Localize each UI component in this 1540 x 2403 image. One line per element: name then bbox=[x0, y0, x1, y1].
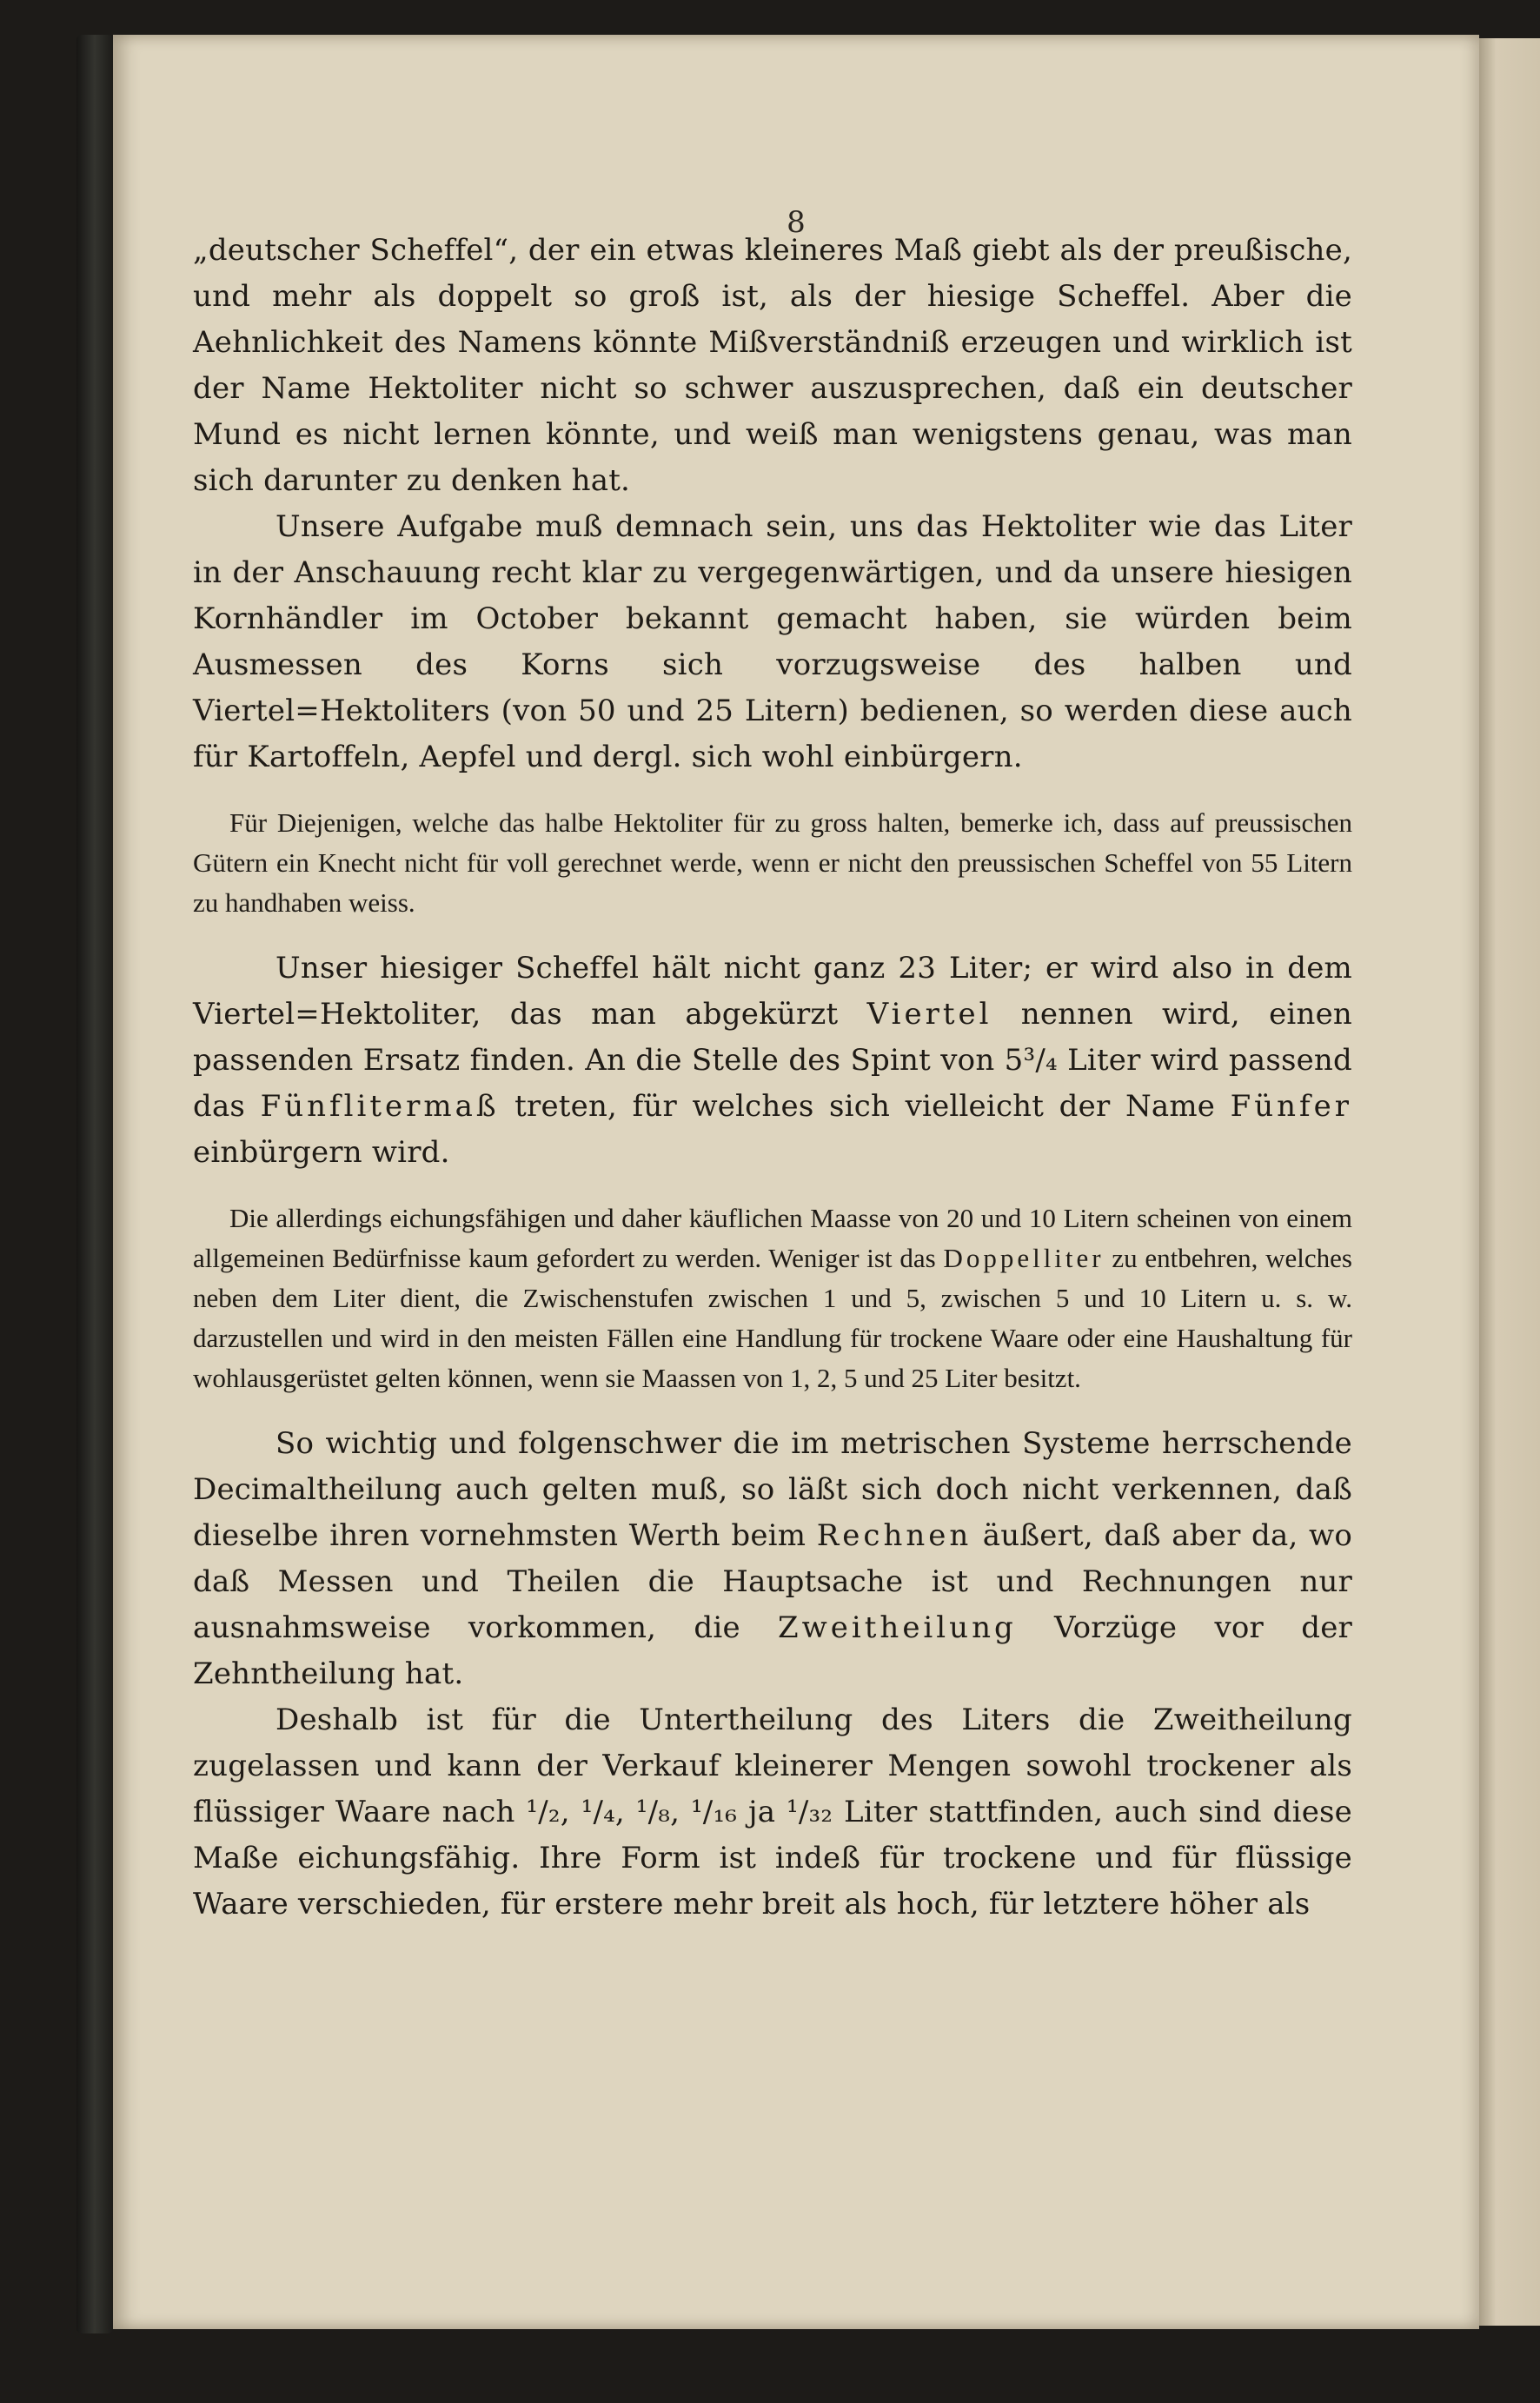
emphasis-rechnen: Rechnen bbox=[816, 1518, 972, 1553]
paragraph-3-text-c: treten, für welches sich vielleicht der Name bbox=[499, 1089, 1231, 1124]
paragraph-4-text-c: Vorzüge vor der Zehntheilung hat. bbox=[193, 1610, 1352, 1691]
paragraph-4-text-b: äußert, daß aber da, wo daß Messen und Theilen die Hauptsache ist und Rechnungen nur ausnahmsweise vorkommen, die bbox=[193, 1518, 1352, 1645]
footnote-2-text bbox=[193, 1198, 1352, 1398]
page-number: 8 bbox=[787, 205, 806, 240]
footnote-1-text: Für Diejenigen, welche das halbe Hektoliter für zu gross halten, bemerke ich, dass auf preussischen Gütern ein Knecht nicht für voll gerechnet werde, wenn er nicht den preussischen Scheffel von 55 Litern zu handhaben weiss. bbox=[193, 807, 1352, 918]
paragraph-3-text-d: einbürgern wird. bbox=[193, 1135, 450, 1170]
footnote-1 bbox=[193, 803, 1352, 923]
paragraph-3 bbox=[193, 946, 1352, 1176]
emphasis-zweitheilung: Zweitheilung bbox=[778, 1610, 1017, 1645]
next-page-edge bbox=[1479, 38, 1540, 2326]
page-body bbox=[193, 228, 1352, 1928]
footnote-2 bbox=[193, 1198, 1352, 1398]
footnote-2-text-a: Die allerdings eichungsfähigen und daher käuflichen Maasse von 20 und 10 Litern scheinen von einem allgemeinen Bedürfnisse kaum gefordert zu werden. Weniger ist das bbox=[193, 1203, 1352, 1273]
paragraph-3-text-a: Unser hiesiger Scheffel hält nicht ganz 23 Liter; er wird also in dem Viertel=Hektoliter, das man abgekürzt bbox=[193, 951, 1352, 1032]
book-spine bbox=[76, 35, 113, 2333]
paragraph-4 bbox=[193, 1421, 1352, 1697]
footnote-2-text-b: zu entbehren, welches neben dem Liter dient, die Zwischenstufen zwischen 1 und 5, zwischen 5 und 10 Litern u. s. w. darzustellen und wird in den meisten Fällen eine Handlung für trockene Waare oder eine Haushaltung für wohlausgerüstet gelten können, wenn sie Maassen von 1, 2, 5 und 25 Liter besitzt. bbox=[193, 1243, 1352, 1393]
paragraph-3-text-b: nennen wird, einen passenden Ersatz finden. An die Stelle des Spint von 5³/₄ Liter wird passend das bbox=[193, 997, 1352, 1124]
emphasis-fuenflitermass: Fünflitermaß bbox=[260, 1089, 500, 1124]
paragraph-2: Unsere Aufgabe muß demnach sein, uns das Hektoliter wie das Liter in der Anschauung recht klar zu vergegenwärtigen, und da unsere hiesigen Kornhändler im October bekannt gemacht haben, sie würden beim Ausmessen des Korns sich vorzugsweise des halben und Viertel=Hektoliters (von 50 und 25 Litern) bedienen, so werden diese auch für Kartoffeln, Aepfel und dergl. sich wohl einbürgern. bbox=[193, 509, 1352, 774]
paragraph-5: Deshalb ist für die Untertheilung des Liters die Zweitheilung zugelassen und kann der Verkauf kleinerer Mengen sowohl trockener als flüssiger Waare nach ¹/₂, ¹/₄, ¹/₈, ¹/₁₆ ja ¹/₃₂ Liter stattfinden, auch sind diese Maße eichungsfähig. Ihre Form ist indeß für trockene und für flüssige Waare verschieden, für erstere mehr breit als hoch, für letztere höher als bbox=[193, 1703, 1352, 1922]
emphasis-doppelliter: Doppelliter bbox=[943, 1243, 1105, 1273]
paragraph-1: „deutscher Scheffel“, der ein etwas kleineres Maß giebt als der preußische, und mehr als doppelt so groß ist, als der hiesige Scheffel. Aber die Aehnlichkeit des Namens könnte Mißverständniß erzeugen und wirklich ist der Name Hektoliter nicht so schwer auszusprechen, daß ein deutscher Mund es nicht lernen könnte, und weiß man wenigstens genau, was man sich darunter zu denken hat. bbox=[193, 233, 1352, 498]
emphasis-fuenfer: Fünfer bbox=[1230, 1089, 1353, 1124]
paragraph-4-text-a: So wichtig und folgenschwer die im metrischen Systeme herrschende Decimaltheilung auch gelten muß, so läßt sich doch nicht verkennen, daß dieselbe ihren vornehmsten Werth beim bbox=[193, 1426, 1352, 1553]
emphasis-viertel: Viertel bbox=[866, 997, 992, 1032]
